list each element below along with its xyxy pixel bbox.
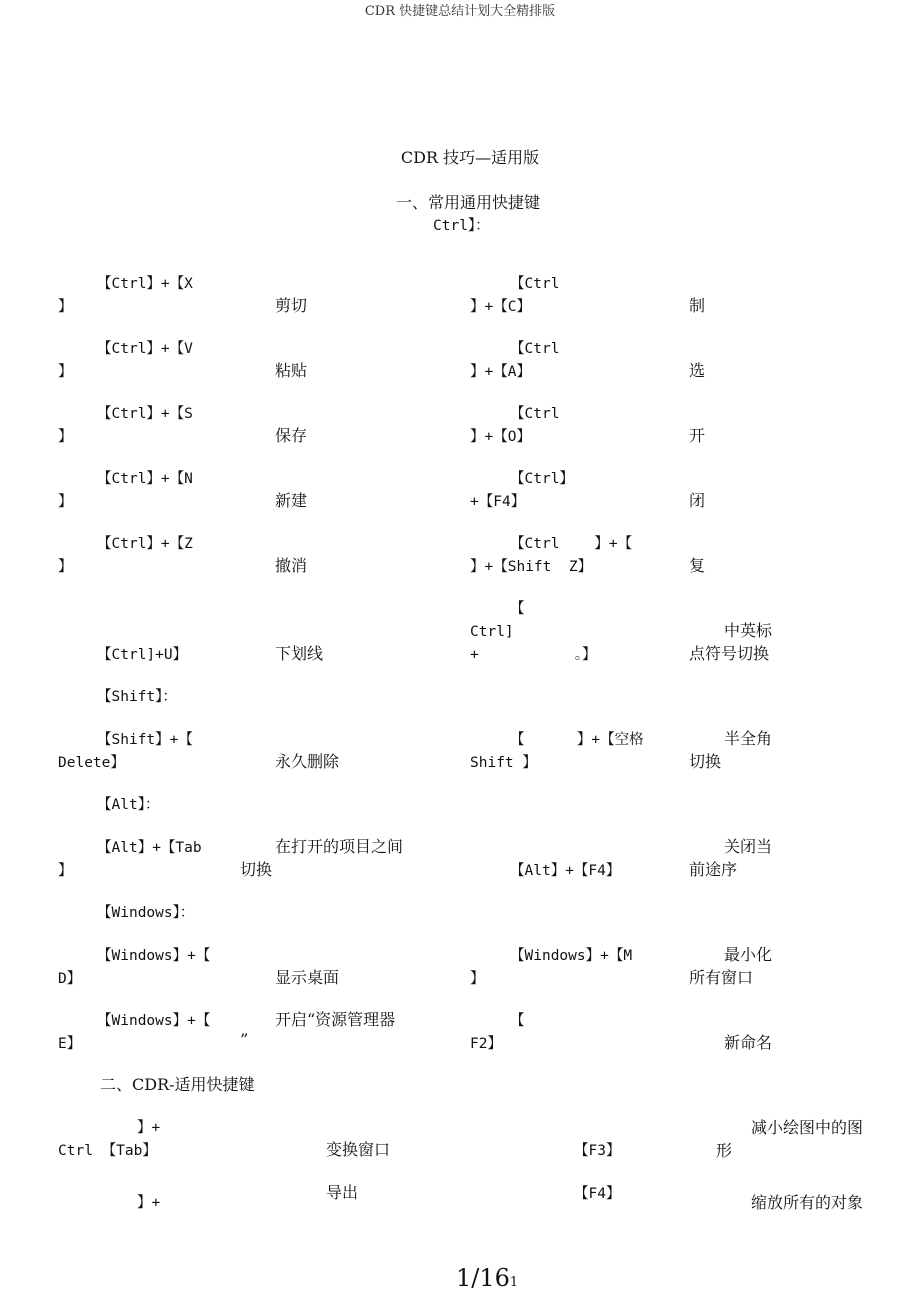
shortcut-key: 【Windows】+【 (97, 948, 211, 964)
shortcut-key: 】+【Shift Z】 (470, 559, 593, 575)
shortcut-key: 【Windows】+【 (97, 1013, 211, 1029)
alt-label: 【Alt】： (97, 797, 160, 813)
shortcut-key: 【Ctrl (510, 406, 560, 422)
shortcut-key: Delete】 (58, 755, 125, 771)
shortcut-desc: 切换 (240, 860, 273, 879)
shortcut-desc: 新建 (275, 491, 308, 510)
shortcut-key: 【Ctrl 】+【 (510, 536, 633, 552)
shortcut-key: 【Ctrl]+U】 (97, 647, 188, 663)
shortcut-key: + 。】 (470, 647, 597, 663)
shortcut-key: 】+ (137, 1120, 161, 1136)
shortcut-key: 】 (58, 364, 73, 380)
shortcut-key: 【Windows】+【M (510, 948, 633, 964)
shortcut-desc: 选 (689, 361, 706, 380)
doc-title: CDR 技巧—适用版 (400, 148, 540, 167)
shortcut-key: 】+ (137, 1195, 161, 1211)
shortcut-key: 【Ctrl】+【N (97, 471, 193, 487)
shortcut-key: 【Alt】+【Tab (97, 840, 202, 856)
shortcut-desc: 新命名 (724, 1033, 773, 1052)
section2-title: 二、CDR-适用快捷键 (100, 1075, 255, 1094)
shortcut-key: 【Ctrl】+【V (97, 341, 193, 357)
shortcut-key: 】+【A】 (470, 364, 531, 380)
shortcut-desc: 导出 (326, 1183, 359, 1202)
shortcut-desc: 前途序 (689, 860, 738, 879)
shortcut-desc: 切换 (689, 752, 722, 771)
shortcut-key: 】 (470, 971, 485, 987)
shortcut-desc: 制 (689, 296, 706, 315)
shortcut-key: Ctrl] (470, 624, 514, 640)
shortcut-desc: 保存 (275, 426, 308, 445)
shortcut-desc: 半全角 (724, 729, 773, 748)
section1-title: 一、常用通用快捷键 (395, 193, 540, 212)
shortcut-key: 【Alt】+【F4】 (510, 863, 621, 879)
shortcut-desc: 复 (689, 556, 706, 575)
ctrl-label: Ctrl】： (433, 218, 490, 234)
shortcut-desc: 永久删除 (275, 752, 340, 771)
shortcut-key: 【 (510, 1013, 525, 1029)
shortcut-desc: 粘贴 (275, 361, 308, 380)
page-number: 1/161 (456, 1264, 519, 1292)
shortcut-key: 】 (58, 863, 73, 879)
shortcut-key: 【Ctrl】+【X (97, 276, 193, 292)
shortcut-desc: 开 (689, 426, 706, 445)
shortcut-key: 【 】+【空格 (510, 732, 644, 748)
shortcut-key: 】+【C】 (470, 299, 531, 315)
page-header: CDR 快捷键总结计划大全精排版 (364, 4, 556, 19)
shortcut-key: 【Ctrl (510, 341, 560, 357)
shortcut-desc: 在打开的项目之间 (275, 837, 404, 856)
shortcut-desc: 闭 (689, 491, 706, 510)
shortcut-key: 【Ctrl】+【S (97, 406, 193, 422)
shortcut-desc: 点符号切换 (689, 644, 770, 663)
shortcut-key: 】 (58, 559, 73, 575)
shortcut-desc: 下划线 (275, 644, 324, 663)
shortcut-key: 【Shift】+【 (97, 732, 193, 748)
windows-label: 【Windows】： (97, 905, 195, 921)
shortcut-key: F2】 (470, 1036, 502, 1052)
shortcut-desc: 缩放所有的对象 (751, 1193, 864, 1212)
shortcut-desc: 关闭当 (724, 837, 773, 856)
shortcut-key: 】+【O】 (470, 429, 531, 445)
shortcut-key: D】 (58, 971, 82, 987)
shortcut-key: +【F4】 (470, 494, 526, 510)
shortcut-key: 【Ctrl】 (510, 471, 574, 487)
shortcut-key: 】 (58, 299, 73, 315)
shortcut-key: 【F4】 (574, 1186, 621, 1202)
shortcut-desc: 中英标 (724, 621, 773, 640)
shift-label: 【Shift】： (97, 689, 177, 705)
shortcut-desc: 形 (716, 1141, 733, 1160)
shortcut-key: E】 (58, 1036, 82, 1052)
shortcut-desc: ” (240, 1030, 249, 1049)
shortcut-key: 【Ctrl (510, 276, 560, 292)
shortcut-desc: 最小化 (724, 945, 773, 964)
shortcut-desc: 显示桌面 (275, 968, 340, 987)
shortcut-desc: 减小绘图中的图 (751, 1118, 864, 1137)
shortcut-key: Ctrl 【Tab】 (58, 1143, 157, 1159)
shortcut-key: 【 (510, 601, 525, 617)
shortcut-desc: 剪切 (275, 296, 308, 315)
shortcut-key: Shift 】 (470, 755, 537, 771)
shortcut-desc: 开启“资源管理器 (275, 1010, 396, 1029)
shortcut-key: 【Ctrl】+【Z (97, 536, 193, 552)
shortcut-desc: 所有窗口 (689, 968, 754, 987)
shortcut-desc: 变换窗口 (326, 1140, 391, 1159)
shortcut-desc: 撤消 (275, 556, 308, 575)
shortcut-key: 】 (58, 429, 73, 445)
shortcut-key: 】 (58, 494, 73, 510)
shortcut-key: 【F3】 (574, 1143, 621, 1159)
